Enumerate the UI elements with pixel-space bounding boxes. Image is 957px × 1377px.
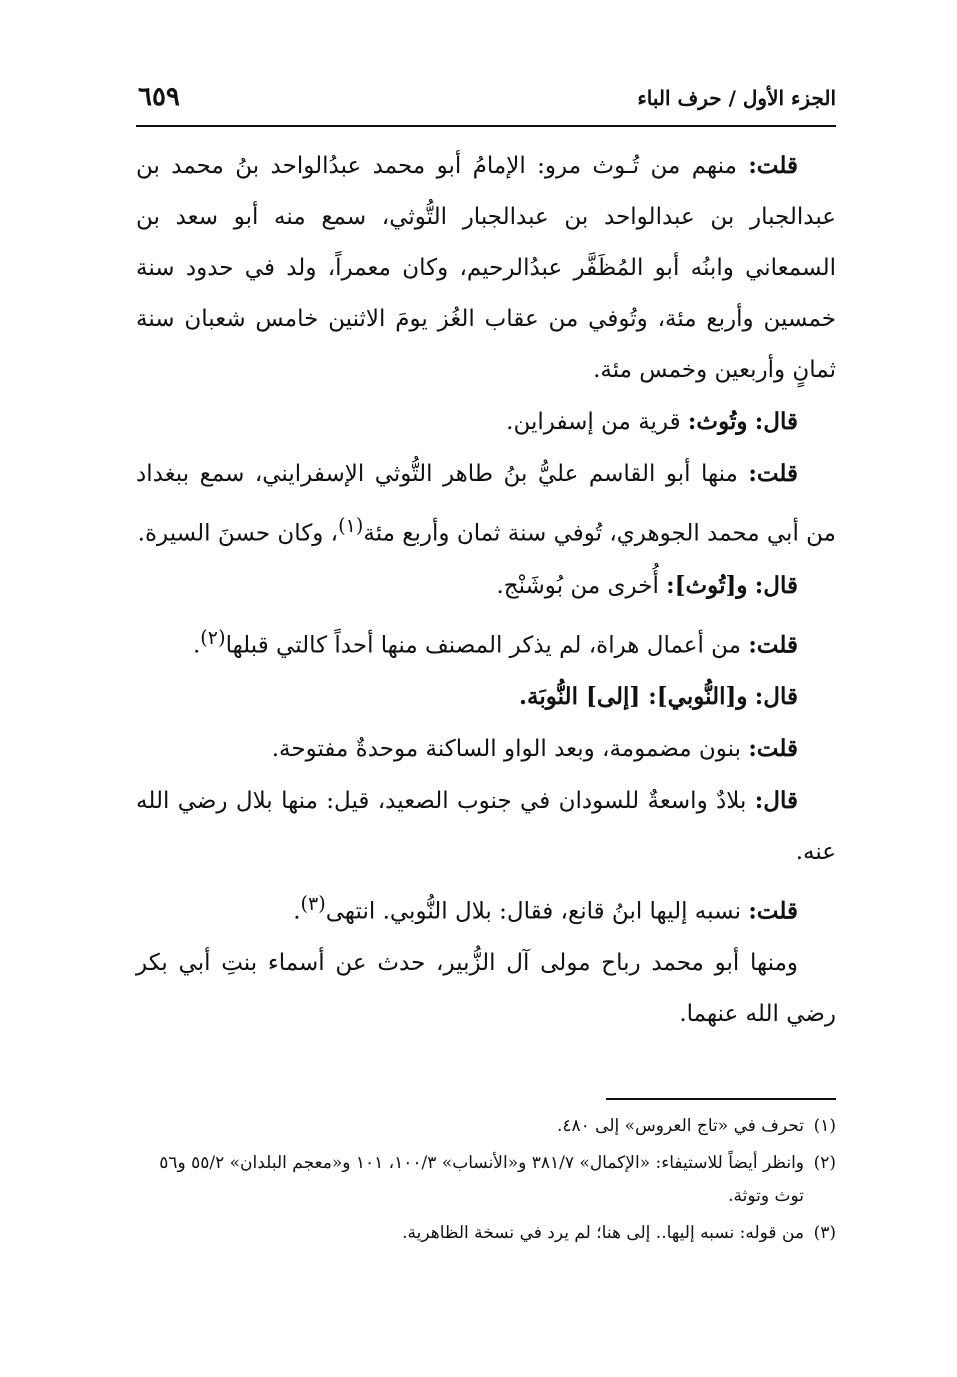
footnote-text: من قوله: نسبه إليها.. إلى هنا؛ لم يرد في نسخة الظاهرية. [402,1223,804,1243]
paragraph [136,775,836,878]
paragraph-text: نسبه إليها ابنُ قانع، فقال: بلال النُّوبي. انتهى [325,898,741,925]
paragraph-label: قلت: [748,152,798,179]
footnote-number: (٢) [813,1153,836,1173]
page-number: ٦٥٩ [138,82,180,112]
paragraph-text: بلادٌ واسعةٌ للسودان في جنوب الصعيد، قيل: منها بلال رضي الله عنه. [136,788,836,866]
paragraph-label: قال: [754,408,798,435]
paragraph-text: قرية من إسفراين. [506,409,681,435]
paragraph-text: ومنها أبو محمد رباح مولى آل الزُّبير، حدث عن أسماء بنتِ أبي بكر رضي الله عنهما. [136,949,836,1027]
footnote-text: وانظر أيضاً للاستيفاء: «الإكمال» ٣٨١/٧ و«الأنساب» ١٠٠/٣، ١٠١ و«معجم البلدان» ٥٥/٢ و٥٦ توث وتوثة. [159,1153,804,1206]
paragraph-text: منها أبو القاسم عليُّ بنُ طاهر التُّوثي الإسفرايني، سمع ببغداد من أبي محمد الجوهري، تُوفي سنة ثمان وأربع مئة [136,461,836,547]
paragraph [136,878,836,938]
footnote-text: تحرف في «تاج العروس» إلى ٤٨٠. [556,1116,804,1136]
paragraph-text: من أعمال هراة، لم يذكر المصنف منها أحداً كالتي قبلها [225,632,741,659]
entry-term: و[تُوث]: [666,571,748,599]
footnote-rule [606,1098,836,1100]
footnote-marker[interactable]: (٢) [200,625,226,649]
paragraph-text: منهم من تُـوث مرو: الإمامُ أبو محمد عبدُالواحد بنُ محمد بن عبدالجبار بن عبدالواحد بن عبدالجبار التُّوثي، سمع منه أبو سعد بن السمعاني وابنُه أبو المُظَفَّر عبدُالرحيم، وكان معمراً، ولد في حدود سنة خمسين وأربع مئة، وتُوفي من عقاب الغُز يومَ الاثنين خامس شعبان سنة ثمانٍ وأربعين وخمس مئة. [136,153,836,383]
footnotes [136,1110,836,1254]
main-text [136,140,836,1040]
paragraph-label: قال: [754,571,798,599]
paragraph-text-continued: ، وكان حسنَ السيرة. [137,520,339,547]
book-page [136,70,836,1360]
paragraph [136,396,836,448]
paragraph-text-continued: . [293,898,301,925]
footnote-marker[interactable]: (٣) [300,892,326,916]
paragraph-label: قلت: [748,460,799,487]
footnote [136,1110,836,1143]
paragraph-label: قلت: [748,897,798,925]
footnote-marker[interactable]: (١) [338,514,364,537]
entry-term: و[النُّوبي]: [إلى] النُّوبَة. [519,683,748,711]
page-header [136,82,836,118]
header-rule [136,125,836,127]
paragraph [136,612,836,672]
paragraph-label: قلت: [748,631,798,659]
paragraph-text: بنون مضمومة، وبعد الواو الساكنة موحدةٌ مفتوحة. [271,736,741,763]
entry-term: وتُوث: [687,408,748,435]
paragraph-label: قلت: [748,735,798,763]
footnote-number: (٣) [813,1223,836,1243]
paragraph-text: أُخرى من بُوشَنْج. [496,572,659,599]
paragraph [136,723,836,775]
paragraph [136,938,836,1040]
paragraph [136,140,836,396]
paragraph [136,448,836,560]
footnote-number: (١) [813,1116,836,1136]
paragraph-label: قال: [754,683,798,711]
paragraph [136,560,836,612]
footnote [136,1217,836,1250]
footnote [136,1147,836,1213]
paragraph-label: قال: [754,787,799,815]
paragraph [136,671,836,723]
running-title: الجزء الأول / حرف الباء [637,86,836,110]
paragraph-text-continued: . [192,632,201,659]
